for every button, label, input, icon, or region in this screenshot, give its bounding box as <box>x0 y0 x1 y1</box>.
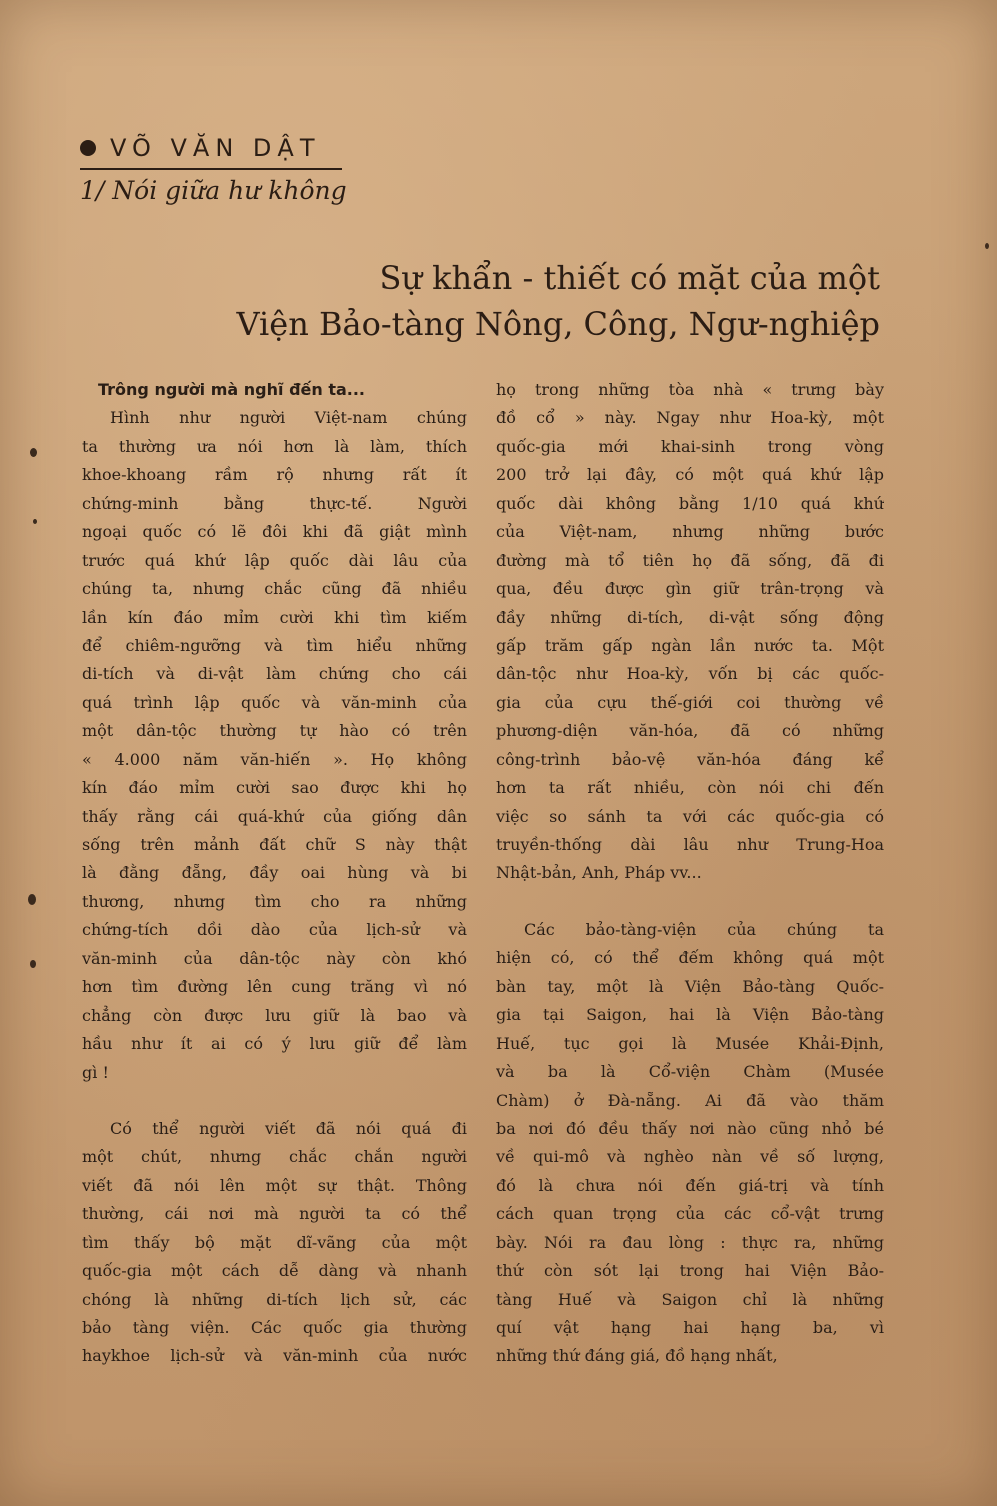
text-line: và ba là Cổ-viện Chàm (Musée <box>496 1062 884 1082</box>
text-line: hơn ta rất nhiều, còn nói chi đến <box>496 778 884 798</box>
text-line: phương-diện văn-hóa, đã có những <box>496 721 884 741</box>
text-line: về qui-mô và nghèo nàn về số lượng, <box>496 1147 884 1167</box>
text-line: bàn tay, một là Viện Bảo-tàng Quốc- <box>496 976 884 996</box>
right-paragraph-1 <box>496 376 884 888</box>
ink-speck <box>30 448 37 457</box>
text-line: thứ còn sót lại trong hai Viện Bảo- <box>496 1261 884 1281</box>
text-line: để chiêm-ngưỡng và tìm hiểu những <box>82 635 467 655</box>
text-line: những thứ đáng giá, đồ hạng nhất, <box>496 1346 778 1366</box>
text-line: hiện có, có thể đếm không quá một <box>496 948 884 968</box>
left-paragraph-2 <box>82 1115 467 1371</box>
text-line: gì ! <box>82 1062 109 1082</box>
text-line: Huế, tục gọi là Musée Khải-Định, <box>496 1033 884 1053</box>
text-line: chúng ta, nhưng chắc cũng đã nhiều <box>82 579 467 599</box>
text-line: ta thường ưa nói hơn là làm, thích <box>82 436 467 456</box>
section-subhead: Trông người mà nghĩ đến ta... <box>98 380 366 399</box>
text-line: thường, cái nơi mà người ta có thể <box>82 1204 467 1224</box>
text-line: ba nơi đó đều thấy nơi nào cũng nhỏ bé <box>496 1118 884 1138</box>
ink-speck <box>33 519 37 524</box>
text-line: đó là chưa nói đến giá-trị và tính <box>496 1175 884 1195</box>
text-line: đầy những di-tích, di-vật sống động <box>496 607 884 627</box>
left-paragraph-1 <box>82 404 467 1087</box>
text-line: ngoại quốc có lẽ đôi khi đã giật mình <box>82 522 467 542</box>
text-line: họ trong những tòa nhà « trưng bày <box>496 380 884 399</box>
left-column <box>82 376 467 1371</box>
text-line: Nhật-bản, Anh, Pháp vv... <box>496 863 702 883</box>
text-line: chứng-tích dồi dào của lịch-sử và <box>82 920 467 940</box>
bullet-dot-icon <box>80 140 96 156</box>
article-header <box>80 130 350 205</box>
text-line: quốc-gia một cách dễ dàng và nhanh <box>82 1261 467 1281</box>
text-line: chẳng còn được lưu giữ là bao và <box>82 1005 467 1025</box>
text-line: bày. Nói ra đau lòng : thực ra, những <box>496 1232 884 1252</box>
text-line: viết đã nói lên một sự thật. Thông <box>82 1175 467 1195</box>
text-line: dân-tộc như Hoa-kỳ, vốn bị các quốc- <box>496 664 884 684</box>
text-line: bảo tàng viện. Các quốc gia thường <box>82 1318 467 1337</box>
header-rule <box>80 168 342 170</box>
text-line: haykhoe lịch-sử và văn-minh của nước <box>82 1346 467 1366</box>
article-title-line-1: Sự khẩn - thiết có mặt của một <box>379 259 880 297</box>
paragraph-gap <box>82 1087 467 1115</box>
text-line: một chút, nhưng chắc chắn người <box>82 1147 467 1167</box>
paragraph-gap <box>496 888 884 916</box>
text-line: di-tích và di-vật làm chứng cho cái <box>82 664 467 684</box>
text-line: lần kín đáo mỉm cười khi tìm kiếm <box>82 607 467 627</box>
ink-speck <box>28 894 36 905</box>
text-line: gấp trăm gấp ngàn lần nước ta. Một <box>496 635 884 655</box>
text-line: việc so sánh ta với các quốc-gia có <box>496 806 884 826</box>
text-line: hầu như ít ai có ý lưu giữ để làm <box>82 1034 467 1054</box>
text-line: sống trên mảnh đất chữ S này thật <box>82 835 467 854</box>
right-column <box>496 376 884 1371</box>
text-line: cách quan trọng của các cổ-vật trưng <box>496 1204 884 1224</box>
text-line: Có thể người viết đã nói quá đi <box>110 1118 467 1138</box>
text-line: quốc-gia mới khai-sinh trong vòng <box>496 436 884 456</box>
text-line: chóng là những di-tích lịch sử, các <box>82 1289 467 1309</box>
text-line: « 4.000 năm văn-hiến ». Họ không <box>82 749 467 769</box>
text-line: hơn tìm đường lên cung trăng vì nó <box>82 977 467 997</box>
text-line: 200 trở lại đây, có một quá khứ lập <box>496 465 884 485</box>
text-line: văn-minh của dân-tộc này còn khó <box>82 948 467 968</box>
text-line: gia của cựu thế-giới coi thường về <box>496 692 884 712</box>
text-line: tàng Huế và Saigon chỉ là những <box>496 1289 884 1309</box>
text-line: trước quá khứ lập quốc dài lâu của <box>82 550 467 570</box>
text-line: truyền-thống dài lâu như Trung-Hoa <box>496 835 884 854</box>
right-paragraph-2 <box>496 916 884 1371</box>
series-title: 1/ Nói giữa hư không <box>80 176 347 205</box>
text-line: Chàm) ở Đà-nẵng. Ai đã vào thăm <box>496 1090 884 1110</box>
text-line: đường mà tổ tiên họ đã sống, đã đi <box>496 550 884 570</box>
text-line: thương, nhưng tìm cho ra những <box>82 891 467 911</box>
text-line: Hình như người Việt-nam chúng <box>110 408 467 428</box>
text-line: của Việt-nam, nhưng những bước <box>496 522 884 542</box>
text-line: khoe-khoang rầm rộ nhưng rất ít <box>82 465 467 485</box>
text-line: thấy rằng cái quá-khứ của giống dân <box>82 806 467 826</box>
text-line: quốc dài không bằng 1/10 quá khứ <box>496 493 884 513</box>
text-line: Các bảo-tàng-viện của chúng ta <box>524 919 884 939</box>
ink-speck <box>985 243 989 249</box>
text-line: công-trình bảo-vệ văn-hóa đáng kể <box>496 749 884 769</box>
text-line: là đằng đẵng, đầy oai hùng và bi <box>82 863 467 883</box>
text-line: quí vật hạng hai hạng ba, vì <box>496 1318 884 1337</box>
text-line: qua, đều được gìn giữ trân-trọng và <box>496 579 884 599</box>
text-line: kín đáo mỉm cười sao được khi họ <box>82 778 467 798</box>
text-line: tìm thấy bộ mặt dĩ-vãng của một <box>82 1232 467 1252</box>
text-line: chứng-minh bằng thực-tế. Người <box>82 493 467 513</box>
text-line: một dân-tộc thường tự hào có trên <box>82 721 467 741</box>
text-line: gia tại Saigon, hai là Viện Bảo-tàng <box>496 1005 884 1025</box>
author-name: VÕ VĂN DẬT <box>110 134 321 162</box>
text-line: quá trình lập quốc và văn-minh của <box>82 692 467 712</box>
article-title-line-2: Viện Bảo-tàng Nông, Công, Ngư-nghiệp <box>236 305 880 343</box>
ink-speck <box>30 960 36 968</box>
author-row <box>80 130 350 166</box>
text-line: đồ cổ » này. Ngay như Hoa-kỳ, một <box>496 408 884 428</box>
